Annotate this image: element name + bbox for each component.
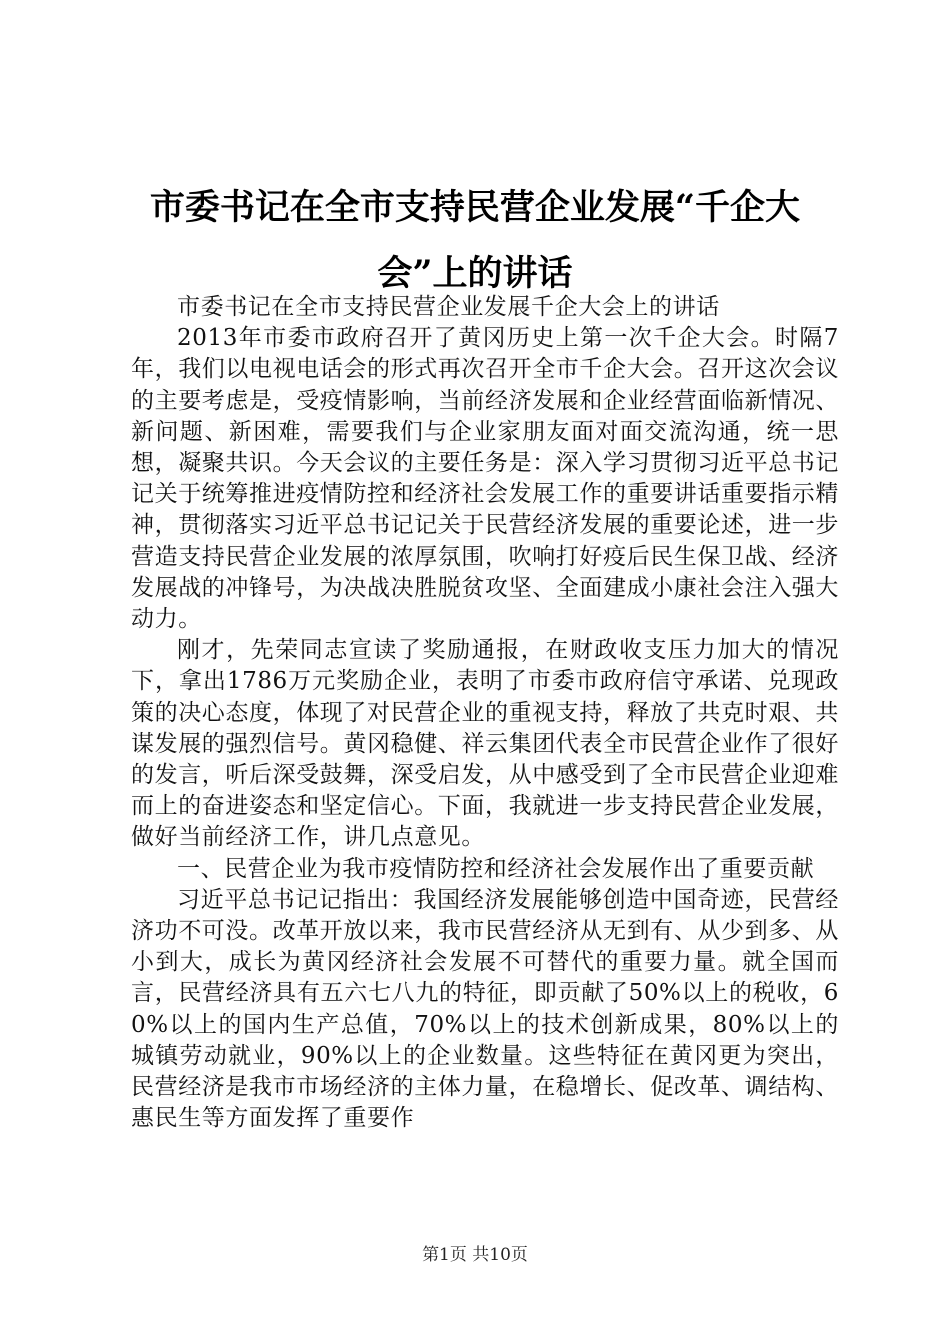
paragraph-subtitle: 市委书记在全市支持民营企业发展千企大会上的讲话	[177, 294, 720, 320]
document-title-line-1: 市委书记在全市支持民营企业发展“千企大	[149, 187, 801, 228]
document-title	[110, 175, 840, 307]
page-footer: 第1页 共10页	[422, 1245, 528, 1265]
section-heading-1: 一、民营企业为我市疫情防控和经济社会发展作出了重要贡献	[177, 855, 815, 882]
paragraph-section-1: 习近平总书记记指出：我国经济发展能够创造中国奇迹，民营经济功不可没。改革开放以来，我市民营经济从无到有、从少到多、从小到大，成长为黄冈经济社会发展不可替代的重要力量。就全国而言，民营经济具有五六七八九的特征，即贡献了50%以上的税收，60%以上的国内生产总值，70%以上的技术创新成果，80%以上的城镇劳动就业，90%以上的企业数量。这些特征在黄冈更为突出，民营经济是我市市场经济的主体力量，在稳增长、促改革、调结构、惠民生等方面发挥了重要作	[131, 886, 839, 1132]
document-title-line-2: 会”上的讲话	[377, 253, 573, 294]
paragraph-awards: 刚才，先荣同志宣读了奖励通报，在财政收支压力加大的情况下，拿出1786万元奖励企业，表明了市委市政府信守承诺、兑现政策的决心态度，体现了对民营企业的重视支持，释放了共克时艰、共谋发展的强烈信号。黄冈稳健、祥云集团代表全市民营企业作了很好的发言，听后深受鼓舞，深受启发，从中感受到了全市民营企业迎难而上的奋进姿态和坚定信心。下面，我就进一步支持民营企业发展，做好当前经济工作，讲几点意见。	[131, 637, 839, 851]
paragraph-intro: 2013年市委市政府召开了黄冈历史上第一次千企大会。时隔7年，我们以电视电话会的形式再次召开全市千企大会。召开这次会议的主要考虑是，受疫情影响，当前经济发展和企业经营面临新情况、新问题、新困难，需要我们与企业家朋友面对面交流沟通，统一思想，凝聚共识。今天会议的主要任务是：深入学习贯彻习近平总书记记关于统筹推进疫情防控和经济社会发展工作的重要讲话重要指示精神，贯彻落实习近平总书记记关于民营经济发展的重要论述，进一步营造支持民营企业发展的浓厚氛围，吹响打好疫后民生保卫战、经济发展战的冲锋号，为决战决胜脱贫攻坚、全面建成小康社会注入强大动力。	[131, 325, 839, 633]
document-body	[131, 292, 839, 1134]
